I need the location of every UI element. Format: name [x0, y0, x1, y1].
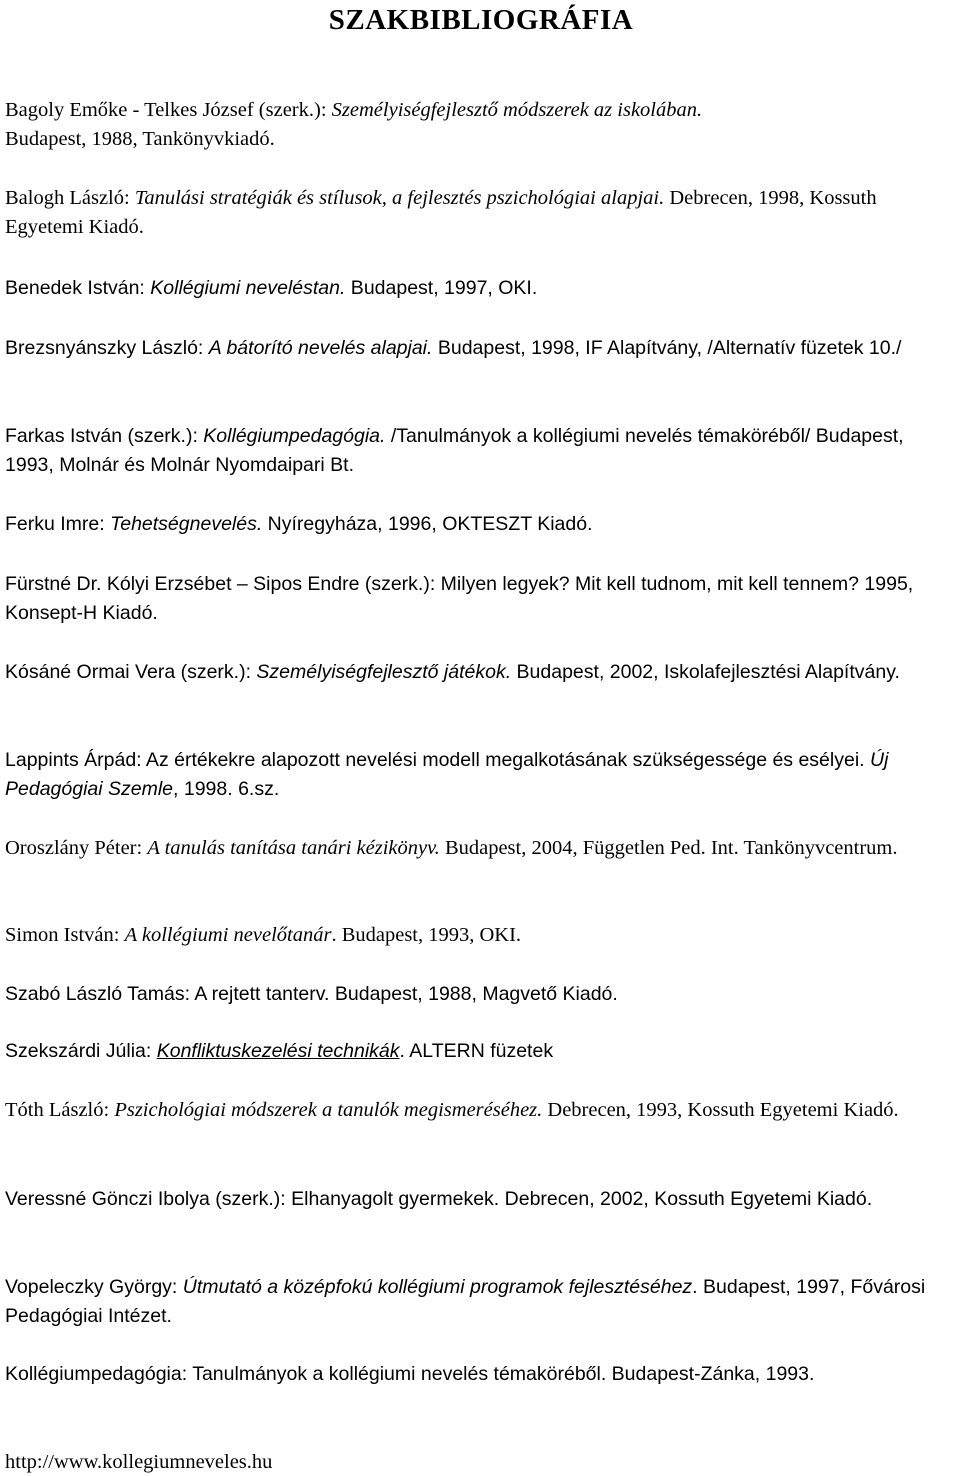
- entry-publication: Debrecen, 1998, Kossuth Egyetemi Kiadó.: [5, 187, 877, 238]
- entry-publication: Budapest, 1988, Tankönyvkiadó.: [5, 127, 275, 150]
- bibliography-entry: [5, 422, 957, 479]
- entry-work-title: A bátorító nevelés alapjai.: [208, 337, 433, 359]
- entry-work-title: Pszichológiai módszerek a tanulók megismeréséhez.: [114, 1099, 543, 1121]
- bibliography-entry: [5, 1360, 957, 1389]
- entry-work-title: Személyiségfejlesztő módszerek az iskolában.: [331, 99, 703, 121]
- entry-author: Benedek István:: [5, 277, 151, 299]
- entry-author: Brezsnyánszky László:: [5, 337, 209, 359]
- page: [5, 0, 957, 1473]
- bibliography-entry: [5, 1273, 957, 1330]
- entry-publication: Nyíregyháza, 1996, OKTESZT Kiadó.: [262, 513, 593, 535]
- entry-work-title: Új Pedagógiai Szemle: [5, 749, 889, 800]
- entry-author: Fürstné Dr. Kólyi Erzsébet – Sipos Endre (szerk.): Milyen legyek? Mit kell tudnom, mit kell tennem? 1995, Konsept-H Kiadó.: [5, 573, 914, 624]
- website-url: http://www.kollegiumneveles.hu: [5, 1451, 273, 1473]
- entry-author: Vopeleczky György:: [5, 1276, 183, 1298]
- entry-author: Lappints Árpád: Az értékekre alapozott nevelési modell megalkotásának szükségessége és esélyei.: [5, 749, 870, 771]
- entry-author: Szekszárdi Júlia:: [5, 1040, 157, 1062]
- entry-publication: /Tanulmányok a kollégiumi nevelés témaköréből/ Budapest, 1993, Molnár és Molnár Nyomdaipari Bt.: [5, 425, 904, 476]
- entry-publication: . ALTERN füzetek: [399, 1040, 554, 1062]
- entry-publication: , 1998. 6.sz.: [173, 777, 280, 800]
- entry-author: Kollégiumpedagógia: Tanulmányok a kollégiumi nevelés témaköréből. Budapest-Zánka, 1993.: [5, 1363, 815, 1385]
- bibliography-entry: [5, 921, 957, 950]
- entry-publication: Debrecen, 1993, Kossuth Egyetemi Kiadó.: [542, 1099, 899, 1121]
- entry-work-title: Tanulási stratégiák és stílusok, a fejlesztés pszichológiai alapjai.: [134, 187, 665, 209]
- bibliography-entry: [5, 96, 957, 153]
- entry-author: Simon István:: [5, 924, 125, 946]
- entry-work-title: Kollégiumi neveléstan.: [150, 277, 346, 299]
- entry-publication: . Budapest, 1993, OKI.: [331, 924, 522, 946]
- bibliography-entry: [5, 1185, 957, 1214]
- entry-work-title: Személyiségfejlesztő játékok.: [256, 661, 512, 683]
- bibliography-entry: [5, 746, 957, 803]
- entry-author: Farkas István (szerk.):: [5, 425, 204, 447]
- entry-author: Oroszlány Péter:: [5, 837, 148, 859]
- entry-publication: Budapest, 1997, OKI.: [345, 277, 538, 299]
- entry-author: Szabó László Tamás: A rejtett tanterv. Budapest, 1988, Magvető Kiadó.: [5, 983, 618, 1005]
- bibliography-entry: [5, 570, 957, 627]
- entry-work-title: A tanulás tanítása tanári kézikönyv.: [147, 837, 440, 859]
- bibliography-entry: [5, 834, 957, 863]
- entry-publication: Budapest, 1998, IF Alapítvány, /Alternatív füzetek 10./: [432, 337, 902, 359]
- entry-author: Ferku Imre:: [5, 513, 111, 535]
- entry-publication: Budapest, 2004, Független Ped. Int. Tankönyvcentrum.: [439, 837, 898, 859]
- entry-work-title: Útmutató a középfokú kollégiumi programok fejlesztéséhez: [182, 1276, 693, 1298]
- entry-author: Bagoly Emőke - Telkes József (szerk.):: [5, 99, 332, 121]
- entry-author: Veressné Gönczi Ibolya (szerk.): Elhanyagolt gyermekek. Debrecen, 2002, Kossuth Egyetemi Kiadó.: [5, 1188, 873, 1210]
- entry-author: Balogh László:: [5, 187, 135, 209]
- bibliography-entry: [5, 1037, 957, 1066]
- bibliography-entry: [5, 274, 957, 303]
- entry-author: Kósáné Ormai Vera (szerk.):: [5, 661, 257, 683]
- entry-publication: . Budapest, 1997, Fővárosi Pedagógiai Intézet.: [5, 1276, 926, 1327]
- bibliography-entry: [5, 980, 957, 1009]
- page-title: SZAKBIBLIOGRÁFIA: [328, 4, 634, 36]
- bibliography-entry: [5, 510, 957, 539]
- entry-work-title: Tehetségnevelés.: [110, 513, 263, 535]
- bibliography-entry: [5, 334, 957, 363]
- bibliography-entry: [5, 658, 957, 687]
- entry-work-title: A kollégiumi nevelőtanár: [124, 924, 332, 946]
- entry-author: Tóth László:: [5, 1099, 115, 1121]
- bibliography-entry: [5, 1096, 957, 1125]
- entry-work-title: Konfliktuskezelési technikák: [156, 1040, 400, 1062]
- entry-work-title: Kollégiumpedagógia.: [203, 425, 386, 447]
- entry-publication: Budapest, 2002, Iskolafejlesztési Alapítvány.: [511, 661, 900, 683]
- bibliography-entry: [5, 184, 957, 241]
